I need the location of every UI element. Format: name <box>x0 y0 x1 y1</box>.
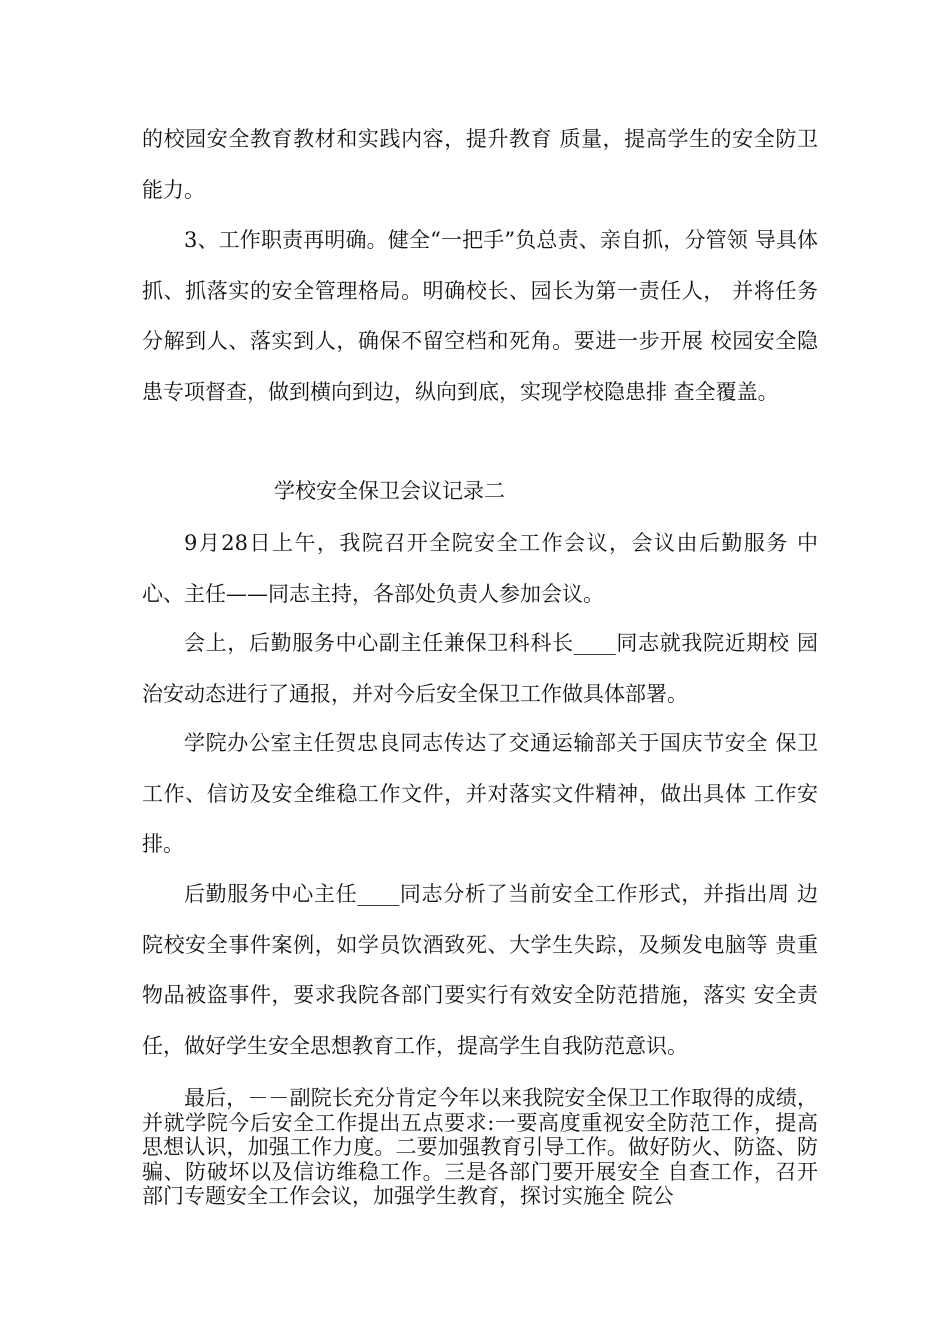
paragraph-work-responsibility: 3、工作职责再明确。健全“一把手”负总责、亲自抓，分管领 导具体抓、抓落实的安全管理格局。明确校长、园长为第一责任人， 并将任务分解到人、落实到人，确保不留空档和死角。要进一步开展 校园安全隐患专项督查，做到横向到边，纵向到底，实现学校隐患排 查全覆盖。 <box>142 228 818 404</box>
section-title: 学校安全保卫会议记录二 <box>274 479 505 503</box>
paragraph-office-director: 学院办公室主任贺忠良同志传达了交通运输部关于国庆节安全 保卫工作、信访及安全维稳工作文件，并对落实文件精神，做出具体 工作安排。 <box>142 731 818 856</box>
paragraph-meeting-intro: 9月28日上午，我院召开全院安全工作会议，会议由后勤服务 中心、主任——同志主持，各部处负责人参加会议。 <box>142 531 818 606</box>
paragraph-security-report: 会上，后勤服务中心副主任兼保卫科科长____同志就我院近期校 园治安动态进行了通报，并对今后安全保卫工作做具体部署。 <box>142 631 818 706</box>
paragraph-logistics-director: 后勤服务中心主任____同志分析了当前安全工作形式，并指出周 边院校安全事件案例，如学员饮酒致死、大学生失踪，及频发电脑等 贵重物品被盗事件，要求我院各部门要实行有效安全防范措施，落实 安全责任，做好学生安全思想教育工作，提高学生自我防范意识。 <box>142 882 818 1058</box>
paragraph-continuation: 的校园安全教育教材和实践内容，提升教育 质量，提高学生的安全防卫能力。 <box>142 127 818 202</box>
paragraph-vice-president: 最后，－－副院长充分肯定今年以来我院安全保卫工作取得的成绩，并就学院今后安全工作提出五点要求:一要高度重视安全防范工作，提高思想认识，加强工作力度。二要加强教育引导工作。做好防火、防盗、防骗、防破坏以及信访维稳工作。三是各部门要开展安全 自查工作，召开部门专题安全工作会议，加强学生教育，探讨实施全 院公 <box>142 1086 818 1208</box>
